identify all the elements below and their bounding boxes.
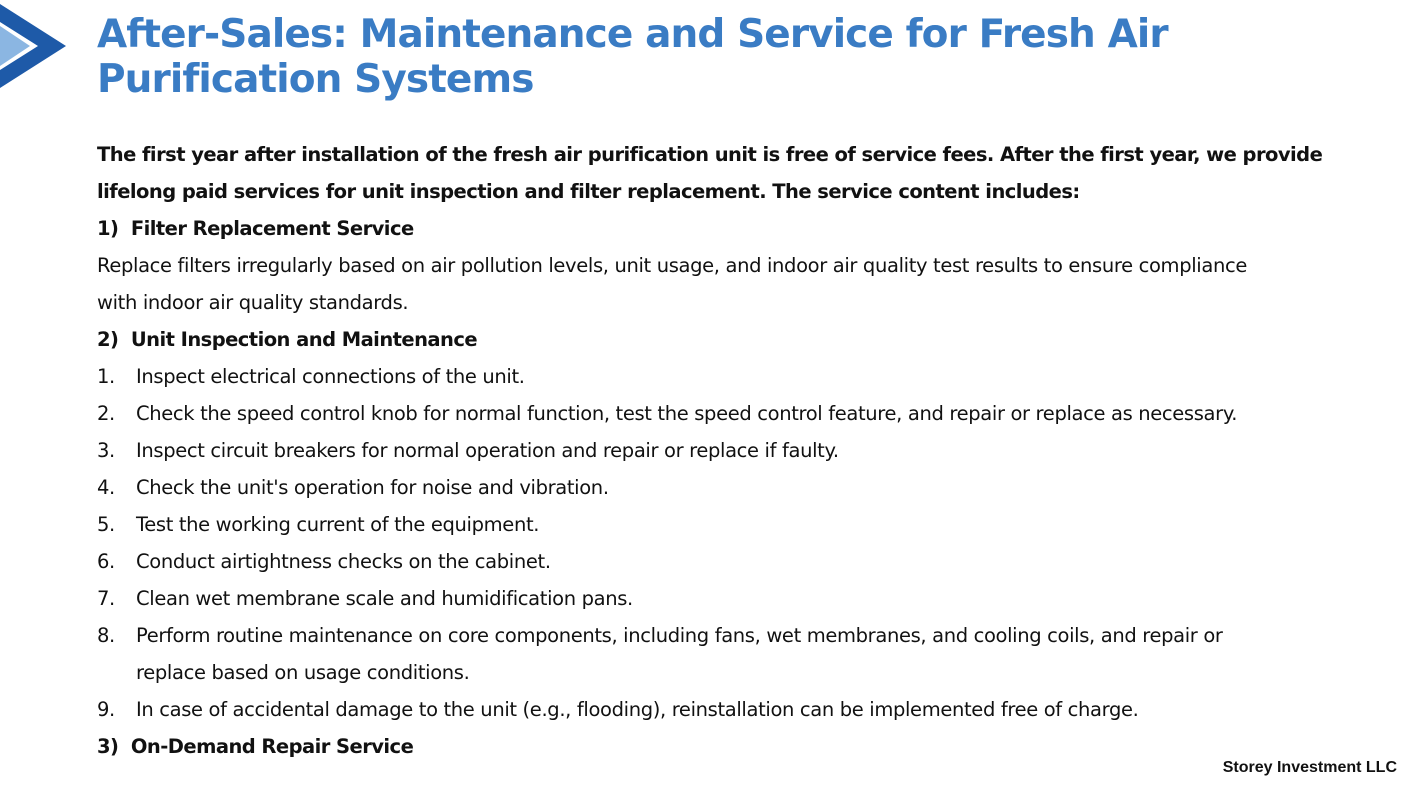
- list-item-text: Conduct airtightness checks on the cabinet.: [136, 550, 551, 573]
- list-item-number: 5.: [97, 513, 115, 536]
- filter-text-line-2: with indoor air quality standards.: [97, 291, 409, 314]
- list-item-number: 6.: [97, 550, 115, 573]
- list-item: [97, 358, 1387, 395]
- list-item-number: 4.: [97, 476, 115, 499]
- list-item-continuation: replace based on usage conditions.: [136, 661, 470, 684]
- title-line-2: Purification Systems: [97, 57, 534, 102]
- list-item: [97, 469, 1387, 506]
- list-item-number: 1.: [97, 365, 115, 388]
- list-item-text: Perform routine maintenance on core components, including fans, wet membranes, and cooling coils, and repair or: [136, 624, 1223, 647]
- list-item-text: Check the unit's operation for noise and vibration.: [136, 476, 609, 499]
- list-item-text: Test the working current of the equipment.: [136, 513, 540, 536]
- page-title: [97, 12, 1387, 102]
- intro-line-2: lifelong paid services for unit inspection and filter replacement. The service content includes:: [97, 180, 1080, 203]
- list-item: [97, 506, 1387, 543]
- list-item-number: 9.: [97, 698, 115, 721]
- content-body: [97, 136, 1387, 765]
- list-item-number: 2.: [97, 402, 115, 425]
- list-item-number: 3.: [97, 439, 115, 462]
- list-item: [97, 395, 1387, 432]
- company-footer: Storey Investment LLC: [1222, 759, 1397, 776]
- list-item: [97, 543, 1387, 580]
- list-item-text: In case of accidental damage to the unit (e.g., flooding), reinstallation can be implemented free of charge.: [136, 698, 1139, 721]
- section-heading-filter: 1) Filter Replacement Service: [97, 217, 414, 240]
- list-item-text: Clean wet membrane scale and humidification pans.: [136, 587, 633, 610]
- chevron-right-icon: [0, 4, 70, 94]
- list-item-text: Check the speed control knob for normal function, test the speed control feature, and repair or replace as necessary.: [136, 402, 1238, 425]
- list-item-text: Inspect circuit breakers for normal operation and repair or replace if faulty.: [136, 439, 839, 462]
- list-item-number: 7.: [97, 587, 115, 610]
- list-item: [97, 580, 1387, 617]
- intro-line-1: The first year after installation of the fresh air purification unit is free of service fees. After the first year, we provide: [97, 143, 1323, 166]
- list-item-text: Inspect electrical connections of the unit.: [136, 365, 525, 388]
- list-item: [97, 691, 1387, 728]
- list-item: [97, 432, 1387, 469]
- filter-text-line-1: Replace filters irregularly based on air pollution levels, unit usage, and indoor air quality test results to ensure compliance: [97, 254, 1247, 277]
- section-heading-repair: 3) On-Demand Repair Service: [97, 735, 414, 758]
- list-item-number: 8.: [97, 624, 115, 647]
- list-item: [97, 617, 1387, 654]
- section-heading-inspection: 2) Unit Inspection and Maintenance: [97, 328, 478, 351]
- title-line-1: After-Sales: Maintenance and Service for Fresh Air: [97, 12, 1168, 57]
